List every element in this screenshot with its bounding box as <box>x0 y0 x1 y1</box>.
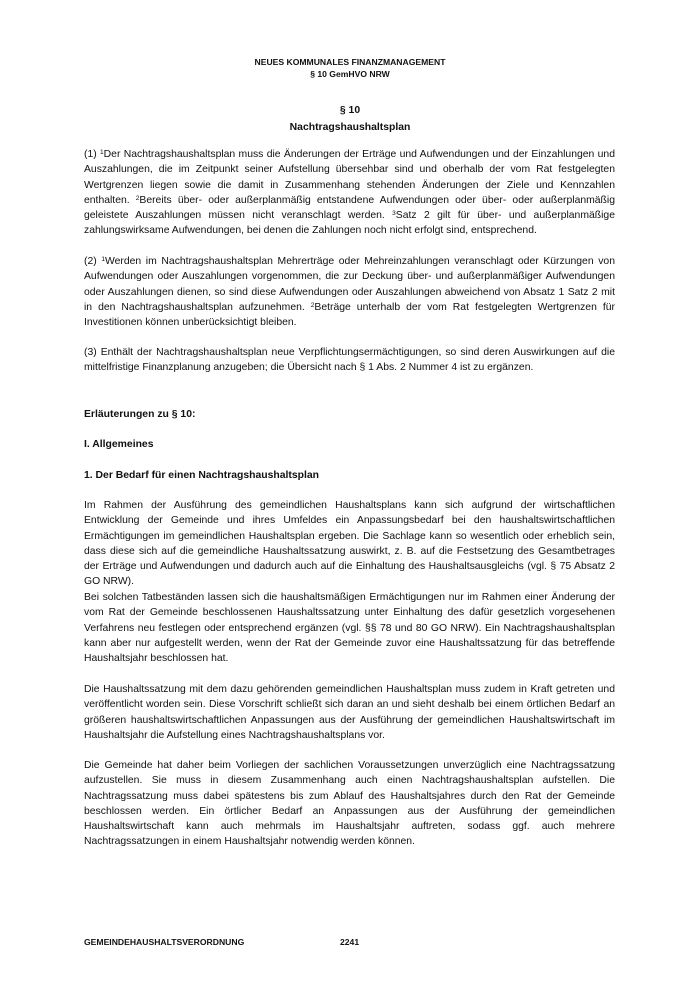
sentence-marker: 1 <box>101 256 105 263</box>
law-paragraph-1 <box>84 147 615 239</box>
para-3-text: (3) Enthält der Nachtragshaushaltsplan neue Verpflichtungsermächtigungen, so sind deren Auswirkungen auf die mittelfristige Finanzplanung anzugeben; die Übersicht nach § 1 Abs. 2 Nummer 4 ist zu ergänzen. <box>84 347 615 374</box>
section-heading <box>0 102 700 136</box>
header-line-1: NEUES KOMMUNALES FINANZMANAGEMENT <box>254 57 446 67</box>
sentence-marker: 2 <box>135 194 140 202</box>
explanations-heading: Erläuterungen zu § 10: <box>84 409 196 420</box>
para-1-label: (1) <box>84 149 101 160</box>
sentence-marker: 3 <box>392 210 396 218</box>
explanation-paragraph-2 <box>84 590 615 666</box>
header-line-2: § 10 GemHVO NRW <box>310 68 390 79</box>
running-header <box>0 57 700 80</box>
para-2-label: (2) <box>84 256 102 267</box>
para-2-sentence-2: Beträge unterhalb der vom Rat festgelegten Wertgrenzen für Investitionen können unberücksichtigt bleiben. <box>84 301 615 329</box>
explanation-text: Die Gemeinde hat daher beim Vorliegen der sachlichen Voraussetzungen unverzüglich eine Nachtragssatzung aufzustellen. Sie muss in diesem Zusammenhang auch einen Nachtragshaushaltsplan aufstellen. Die Nachtragssatzung muss dabei spätestens bis zum Ablauf des Haushaltsjahres durch den Rat der Gemeinde beschlossen werden. Ein örtlicher Bedarf an Anpassungen aus der Ausführung der gemeindlichen Haushaltswirtschaft kann auch mehrmals im Haushaltsjahr auftreten, sodass ggf. auch mehrere Nachtragssatzungen in einem Haushaltsjahr notwendig werden können. <box>84 760 615 848</box>
explanation-text: Bei solchen Tatbeständen lassen sich die haushaltsmäßigen Ermächtigungen nur im Rahmen einer Änderung der vom Rat der Gemeinde beschlossenen Haushaltssatzung unter Einhaltung des dafür gesetzlich vorgesehenen Verfahrens neu festlegen oder entsprechend ergänzen (vgl. §§ 78 und 80 GO NRW). Ein Nachtragshaushaltsplan kann aber nur aufgestellt werden, wenn der Rat der Gemeinde zuvor eine Haushaltssatzung für das betreffende Haushaltsjahr beschlossen hat. <box>84 592 615 665</box>
footer-page-number: 2241 <box>340 937 360 947</box>
explanations-topic: 1. Der Bedarf für einen Nachtragshaushaltsplan <box>84 470 320 481</box>
explanation-text: Im Rahmen der Ausführung des gemeindlichen Haushaltsplans kann sich aufgrund der wirtschaftlichen Entwicklung der Gemeinde und ihres Umfeldes ein Anpassungsbedarf bei den haushaltswirtschaftlichen Ermächtigungen im gemeindlichen Haushaltsplan ergeben. Die Sachlage kann so wesentlich oder erheblich sein, dass diese sich auf die gemeindliche Haushaltssatzung auswirkt, z. B. auf die Festsetzung des Gesamtbetrages der Erträge und Aufwendungen und dadurch auch auf die Einhaltung des Haushaltsausgleichs (vgl. § 75 Absatz 2 GO NRW). <box>84 500 615 588</box>
explanations-subheading: I. Allgemeines <box>84 439 154 450</box>
explanation-paragraph-3 <box>84 682 615 743</box>
para-2-sentence-1: Werden im Nachtragshaushaltsplan Mehrerträge oder Mehreinzahlungen veranschlagt oder Kürzungen von Aufwendungen oder Auszahlungen vorgenommen, die zur Deckung über- und außerplanmäßiger Aufwendungen oder Auszahlungen dienen, so sind diese Aufwendungen oder Auszahlungen abweichend von Absatz 1 Satz 2 mit in den Nachtragshaushaltsplan aufzunehmen. <box>84 256 615 313</box>
para-1-sentence-3: Satz 2 gilt für über- und außerplanmäßige zahlungswirksame Aufwendungen, bei denen die Zahlungen noch nicht erfolgt sind, entsprechend. <box>84 210 615 237</box>
sentence-marker: 1 <box>100 149 104 156</box>
explanation-text: Die Haushaltssatzung mit dem dazu gehörenden gemeindlichen Haushaltsplan muss zudem in Kraft getreten und veröffentlicht worden sein. Diese Vorschrift schließt sich daran an und sieht deshalb bei einem örtlichen Bedarf an größeren haushaltswirtschaftlichen Anpassungen aus der Ausführung der gemeindlichen Haushaltswirtschaft im Haushaltsjahr die Aufstellung eines Nachtragshaushaltsplans vor. <box>84 684 615 741</box>
explanation-paragraph-4 <box>84 758 615 850</box>
sentence-marker: 2 <box>310 301 315 309</box>
law-paragraph-2 <box>84 254 615 330</box>
para-1-sentence-2: Bereits über- oder außerplanmäßig entstandene Aufwendungen oder über- oder außerplanmäßig geleistete Auszahlungen müssen nicht veranschlagt werden. <box>84 194 615 222</box>
para-1-sentence-1: Der Nachtragshaushaltsplan muss die Änderungen der Erträge und Aufwendungen und der Einzahlungen und Auszahlungen, die im Zeitpunkt seiner Aufstellung übersehbar sind und oberhalb der vom Rat festgelegten Wertgrenzen liegen sowie die damit in Zusammenhang stehenden Änderungen der Ziele und Kennzahlen enthalten. <box>84 149 615 206</box>
explanation-paragraph-1 <box>84 498 615 590</box>
footer-title: GEMEINDEHAUSHALTSVERORDNUNG <box>84 937 245 947</box>
section-number: § 10 <box>339 105 361 116</box>
section-title: Nachtragshaushaltsplan <box>289 122 411 133</box>
law-paragraph-3 <box>84 345 615 376</box>
